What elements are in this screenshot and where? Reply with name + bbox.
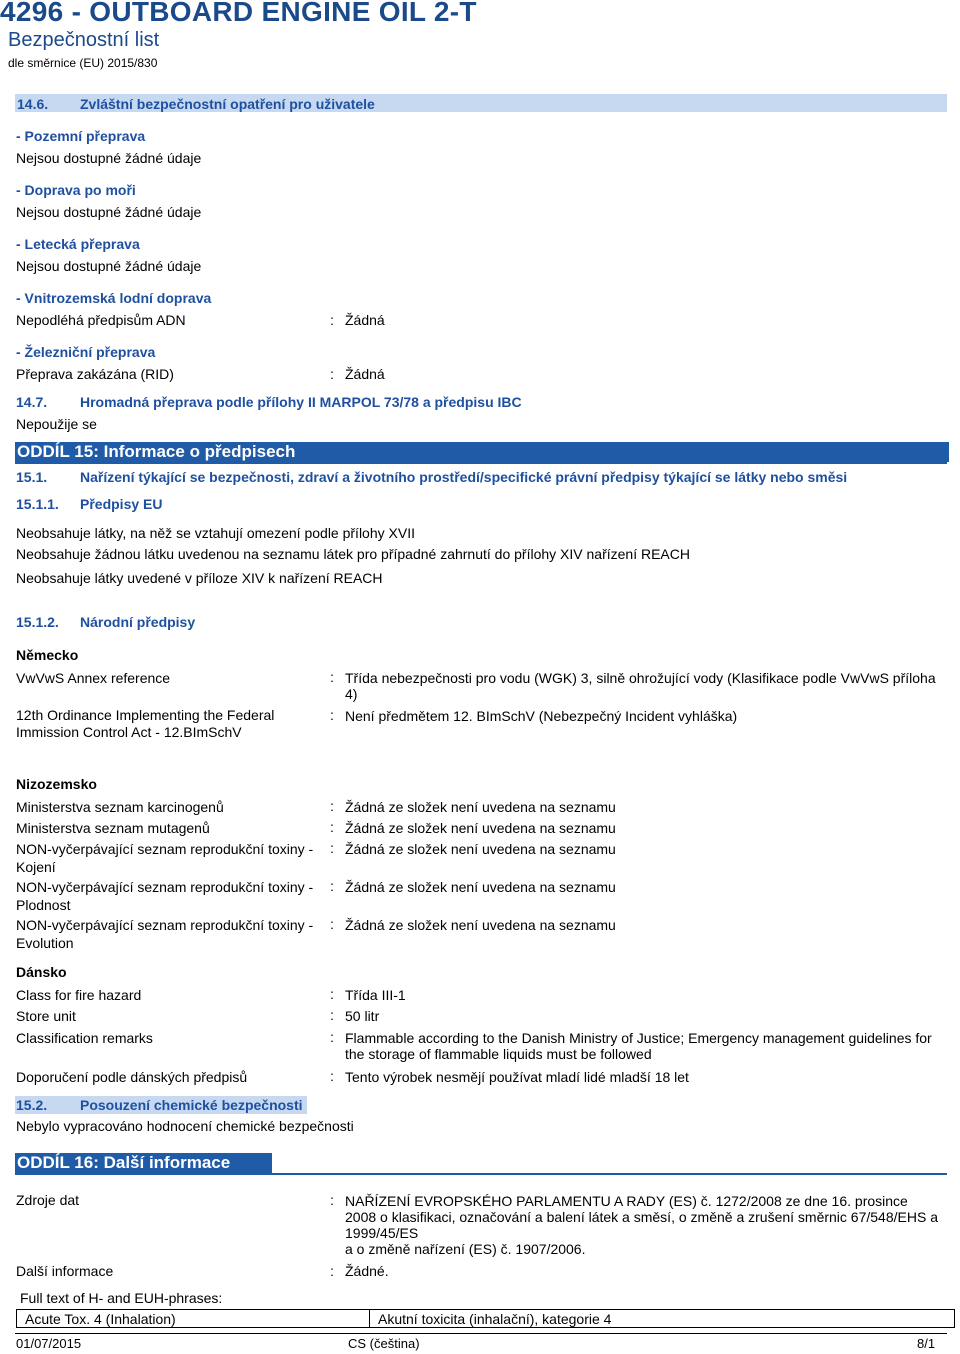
footer-language: CS (čeština)	[348, 1336, 420, 1351]
netherlands-row-value: Žádná ze složek není uvedena na seznamu	[345, 820, 616, 836]
directive-reference: dle směrnice (EU) 2015/830	[8, 56, 158, 70]
eu-line: Neobsahuje žádnou látku uvedenou na seznamu látek pro případné zahrnutí do přílohy XIV nařízení REACH	[16, 546, 690, 562]
rid-colon: :	[330, 366, 334, 382]
road-transport-title: - Pozemní přeprava	[16, 128, 146, 144]
sources-colon: :	[330, 1192, 334, 1208]
netherlands-row-colon: :	[330, 840, 334, 856]
sources-value: NAŘÍZENÍ EVROPSKÉHO PARLAMENTU A RADY (ES) č. 1272/2008 ze dne 16. prosince 2008 o klasifikaci, označování a balení látek a směsí, o změně a zrušení směrnic 67/548/EHS a 1999/45/ES	[345, 1193, 938, 1241]
table-row	[17, 1310, 955, 1328]
footer-rule	[15, 1333, 947, 1334]
denmark-row-label: Store unit	[16, 1008, 76, 1024]
section-15-1-title: Nařízení týkající se bezpečnosti, zdraví a životního prostředí/specifické právní předpisy týkající se látky nebo směsi	[80, 469, 848, 485]
other-info-label: Další informace	[16, 1263, 114, 1279]
section-15-1-1-number: 15.1.1.	[16, 496, 59, 512]
h-phrases-label: Full text of H- and EUH-phrases:	[20, 1290, 223, 1306]
germany-row-colon: :	[330, 707, 334, 723]
denmark-row-colon: :	[330, 986, 334, 1002]
air-transport-title: - Letecká přeprava	[16, 236, 140, 252]
netherlands-row-colon: :	[330, 916, 334, 932]
netherlands-row-value: Žádná ze složek není uvedena na seznamu	[345, 841, 616, 857]
sea-transport-value: Nejsou dostupné žádné údaje	[16, 204, 202, 220]
denmark-row-label: Doporučení podle dánských předpisů	[16, 1069, 248, 1085]
section-15-2-title: Posouzení chemické bezpečnosti	[80, 1097, 303, 1113]
section-15-rule	[15, 462, 947, 464]
netherlands-row-colon: :	[330, 819, 334, 835]
netherlands-row-colon: :	[330, 878, 334, 894]
h-phrases-table	[16, 1309, 955, 1328]
netherlands-row-label: Ministerstva seznam mutagenů	[16, 820, 210, 836]
sources-label: Zdroje dat	[16, 1192, 80, 1208]
denmark-row-label: Class for fire hazard	[16, 987, 142, 1003]
germany-title: Německo	[16, 647, 79, 663]
section-15-heading: ODDÍL 15: Informace o předpisech	[15, 442, 949, 462]
footer-page-number: 8/1	[917, 1336, 936, 1351]
denmark-row-label: Classification remarks	[16, 1030, 153, 1046]
eu-line: Neobsahuje látky, na něž se vztahují omezení podle přílohy XVII	[16, 525, 415, 541]
rail-transport-title: - Železniční přeprava	[16, 344, 156, 360]
section-14-7-title: Hromadná přeprava podle přílohy II MARPOL 73/78 a předpisu IBC	[80, 394, 522, 410]
denmark-row-colon: :	[330, 1068, 334, 1084]
section-15-1-2-number: 15.1.2.	[16, 614, 59, 630]
road-transport-value: Nejsou dostupné žádné údaje	[16, 150, 202, 166]
inland-waterway-title: - Vnitrozemská lodní doprava	[16, 290, 212, 306]
section-15-2-value: Nebylo vypracováno hodnocení chemické bezpečnosti	[16, 1118, 354, 1134]
sea-transport-title: - Doprava po moři	[16, 182, 136, 198]
germany-row-value: Není předmětem 12. BImSchV (Nebezpečný Incident vyhláška)	[345, 708, 738, 724]
germany-row-value: Třída nebezpečnosti pro vodu (WGK) 3, silně ohrožující vody (Klasifikace podle VwVwS příloha 4)	[345, 670, 936, 702]
footer-date: 01/07/2015	[16, 1336, 82, 1351]
rid-value: Žádná	[345, 366, 385, 382]
adn-label: Nepodléhá předpisům ADN	[16, 312, 186, 328]
section-16-heading: ODDÍL 16: Další informace	[15, 1153, 272, 1173]
denmark-row-colon: :	[330, 1029, 334, 1045]
section-14-6-title: Zvláštní bezpečnostní opatření pro uživatele	[80, 96, 375, 112]
netherlands-row-label: NON-vyčerpávající seznam reprodukční toxiny - Evolution	[16, 917, 314, 951]
eu-line: Neobsahuje látky uvedené v příloze XIV k nařízení REACH	[16, 570, 383, 586]
denmark-row-value: Tento výrobek nesmějí používat mladí lidé mladší 18 let	[345, 1069, 689, 1085]
h-code-cell: Acute Tox. 4 (Inhalation)	[17, 1310, 370, 1328]
denmark-row-value: 50 litr	[345, 1008, 380, 1024]
adn-colon: :	[330, 312, 334, 328]
netherlands-title: Nizozemsko	[16, 776, 97, 792]
section-14-7-value: Nepoužije se	[16, 416, 97, 432]
document-subtitle: Bezpečnostní list	[8, 29, 160, 51]
netherlands-row-label: Ministerstva seznam karcinogenů	[16, 799, 224, 815]
section-14-6-number: 14.6.	[17, 96, 49, 112]
denmark-row-value: Flammable according to the Danish Ministry of Justice; Emergency management guidelines for the storage of flammable liquids must be followed	[345, 1030, 932, 1062]
denmark-title: Dánsko	[16, 964, 67, 980]
netherlands-row-label: NON-vyčerpávající seznam reprodukční toxiny - Kojení	[16, 841, 314, 875]
netherlands-row-label: NON-vyčerpávající seznam reprodukční toxiny - Plodnost	[16, 879, 314, 913]
section-15-1-number: 15.1.	[16, 469, 48, 485]
denmark-row-colon: :	[330, 1007, 334, 1023]
netherlands-row-value: Žádná ze složek není uvedena na seznamu	[345, 879, 616, 895]
netherlands-row-colon: :	[330, 798, 334, 814]
germany-row-label: VwVwS Annex reference	[16, 670, 171, 686]
rid-label: Přeprava zakázána (RID)	[16, 366, 174, 382]
section-16-rule	[15, 1173, 947, 1175]
document-title: 4296 - OUTBOARD ENGINE OIL 2-T	[0, 0, 477, 27]
other-info-colon: :	[330, 1263, 334, 1279]
sources-value-cont: a o změně nařízení (ES) č. 1907/2006.	[345, 1241, 586, 1257]
adn-value: Žádná	[345, 312, 385, 328]
germany-row-label: 12th Ordinance Implementing the Federal Immission Control Act - 12.BImSchV	[16, 707, 275, 740]
section-15-2-number: 15.2.	[16, 1097, 48, 1113]
other-info-value: Žádné.	[345, 1263, 389, 1279]
netherlands-row-value: Žádná ze složek není uvedena na seznamu	[345, 799, 616, 815]
germany-row-colon: :	[330, 669, 334, 685]
h-text-cell: Akutní toxicita (inhalační), kategorie 4	[370, 1310, 955, 1328]
netherlands-row-value: Žádná ze složek není uvedena na seznamu	[345, 917, 616, 933]
air-transport-value: Nejsou dostupné žádné údaje	[16, 258, 202, 274]
section-14-7-number: 14.7.	[16, 394, 48, 410]
denmark-row-value: Třída III-1	[345, 987, 406, 1003]
section-15-1-1-title: Předpisy EU	[80, 496, 163, 512]
section-15-1-2-title: Národní předpisy	[80, 614, 196, 630]
